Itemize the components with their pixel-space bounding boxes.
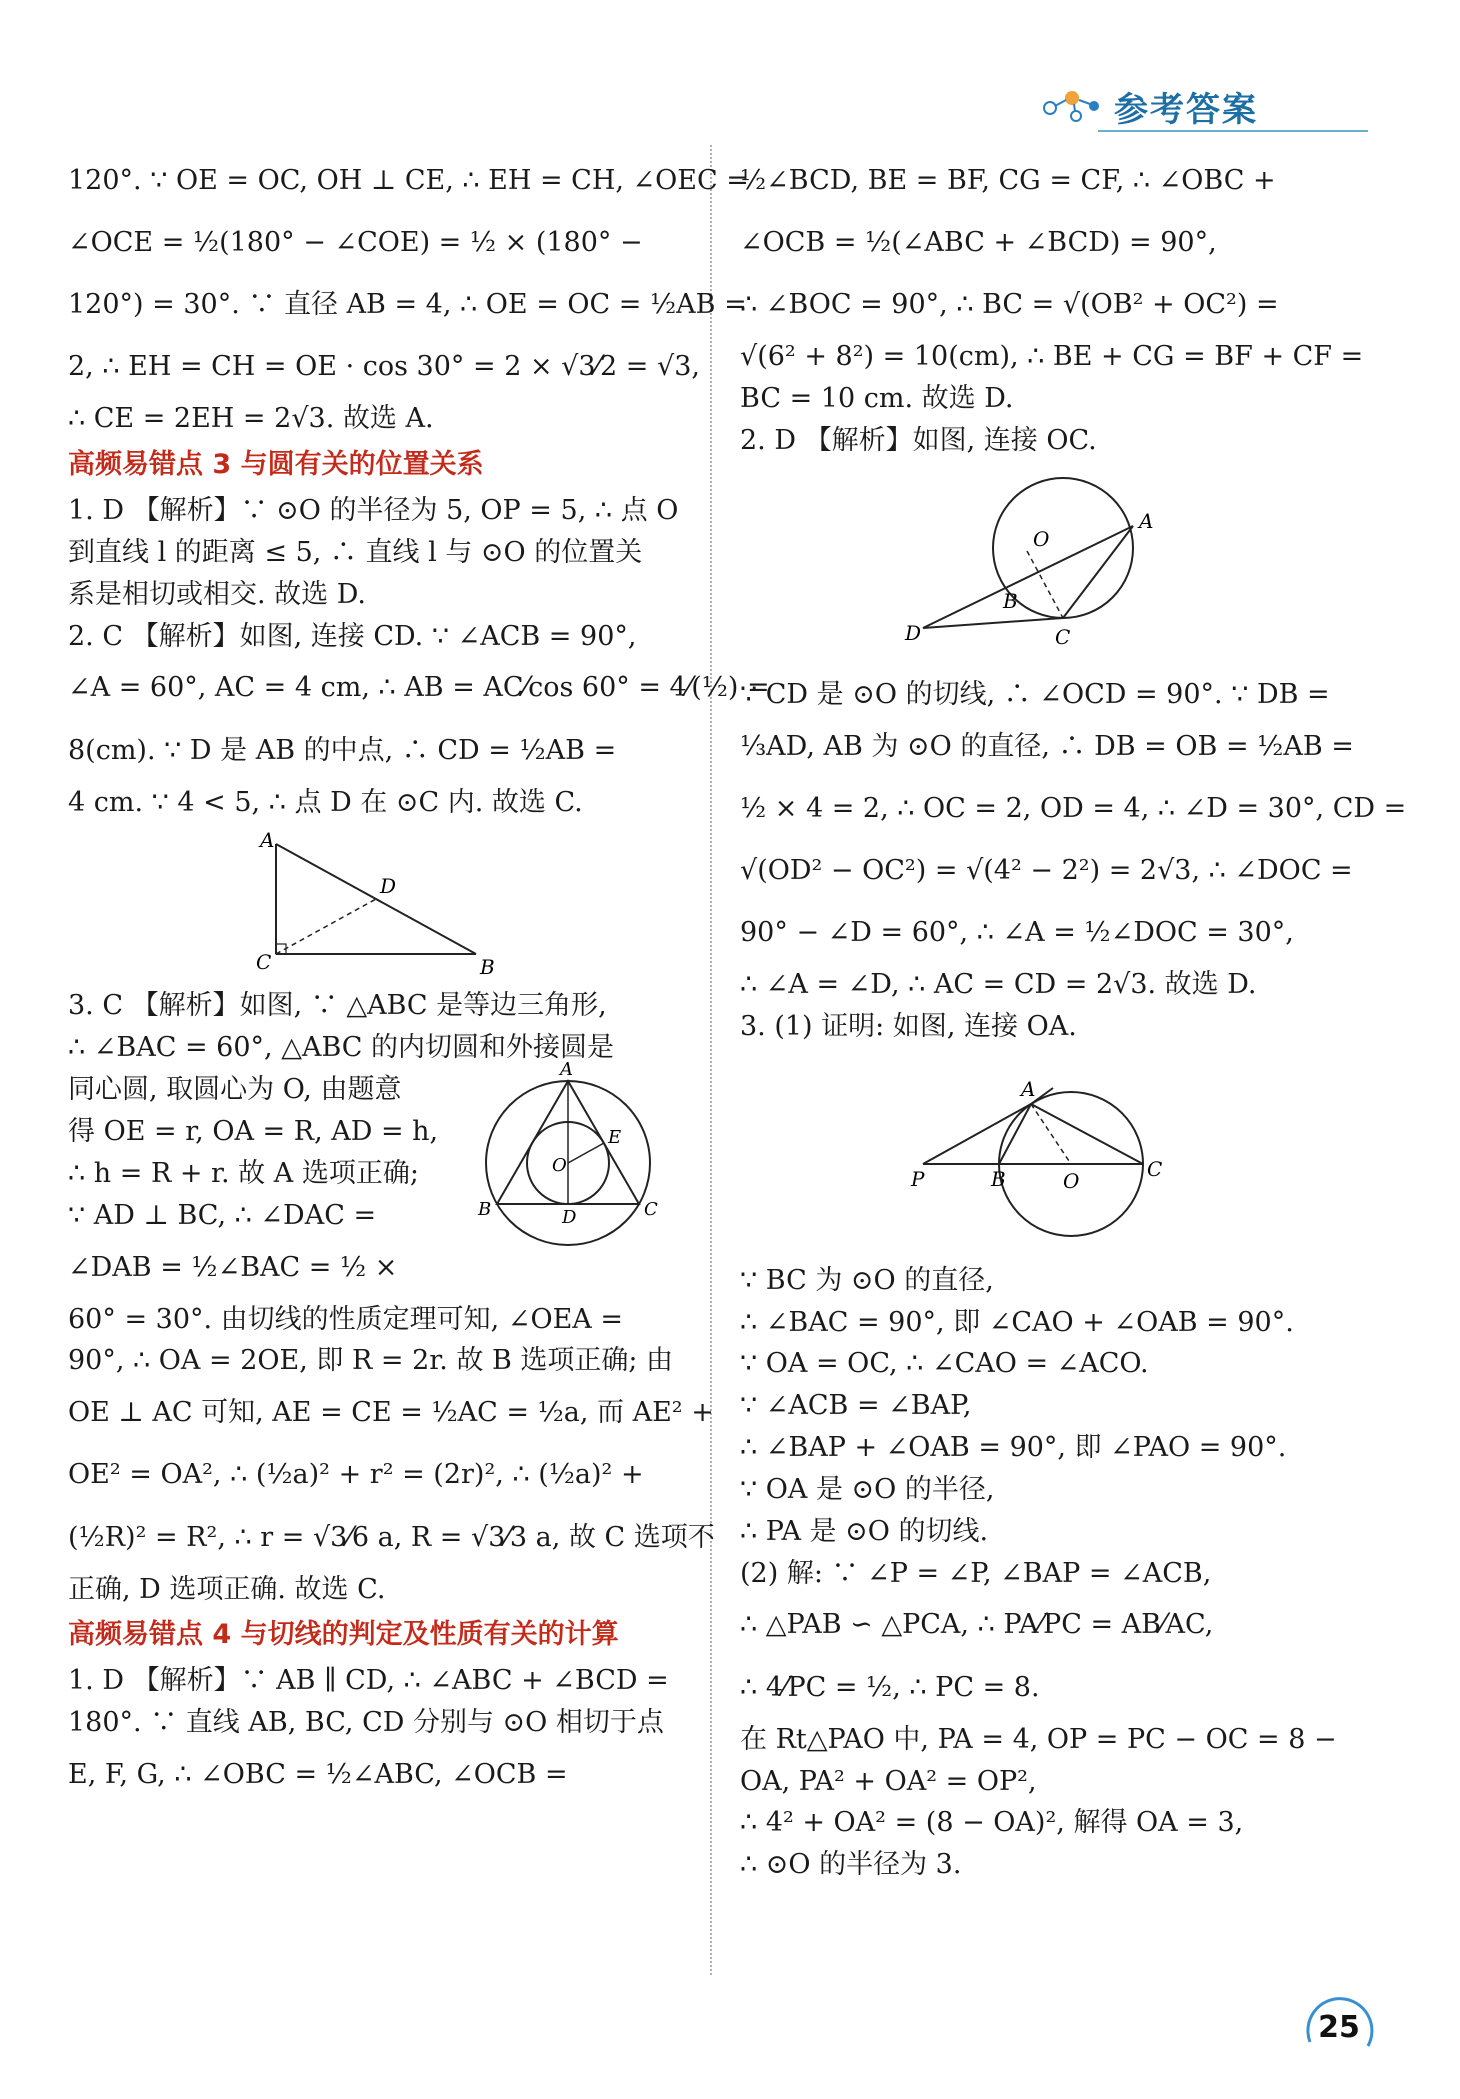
text-line: 得 OE = r, OA = R, AD = h, xyxy=(68,1116,439,1147)
text-line: ∴ ∠BOC = 90°, ∴ BC = √(OB² + OC²) = xyxy=(740,289,1279,321)
column-divider xyxy=(710,145,712,1975)
text-line: ∴ CE = 2EH = 2√3. 故选 A. xyxy=(68,403,434,435)
text-line: ∵ CD 是 ⊙O 的切线, ∴ ∠OCD = 90°. ∵ DB = xyxy=(740,678,1330,710)
text-line: ∴ ∠A = ∠D, ∴ AC = CD = 2√3. 故选 D. xyxy=(740,969,1257,1001)
text-line: √(6² + 8²) = 10(cm), ∴ BE + CG = BF + CF = xyxy=(740,341,1364,373)
text-line: ∵ BC 为 ⊙O 的直径, xyxy=(740,1264,994,1296)
text-line: 4 cm. ∵ 4 < 5, ∴ 点 D 在 ⊙C 内. 故选 C. xyxy=(68,786,583,818)
text-line: 同心圆, 取圆心为 O, 由题意 xyxy=(68,1074,402,1106)
text-line: ∴ ∠BAP + ∠OAB = 90°, 即 ∠PAO = 90°. xyxy=(740,1432,1287,1464)
label-b: B xyxy=(1002,588,1018,613)
label-o: O xyxy=(1062,1168,1079,1193)
text-line: ∴ 4² + OA² = (8 − OA)², 解得 OA = 3, xyxy=(740,1807,1244,1839)
label-e: E xyxy=(608,1127,622,1149)
text-line: ∠A = 60°, AC = 4 cm, ∴ AB = AC⁄cos 60° = 4⁄(½) = xyxy=(68,672,770,704)
section-title-4: 高频易错点 4 与切线的判定及性质有关的计算 xyxy=(68,1619,619,1651)
text-line: 在 Rt△PAO 中, PA = 4, OP = PC − OC = 8 − xyxy=(740,1723,1337,1755)
header-underline xyxy=(1098,130,1368,132)
text-line: ∴ PA 是 ⊙O 的切线. xyxy=(740,1515,989,1547)
text-line: 3. C 【解析】如图, ∵ △ABC 是等边三角形, xyxy=(68,990,607,1022)
label-b: B xyxy=(478,1199,492,1221)
text-line: 2. D 【解析】如图, 连接 OC. xyxy=(740,424,1097,456)
text-line: ½ × 4 = 2, ∴ OC = 2, OD = 4, ∴ ∠D = 30°, CD = xyxy=(740,792,1407,824)
text-line: ∴ h = R + r. 故 A 选项正确; xyxy=(68,1157,419,1189)
text-line: E, F, G, ∴ ∠OBC = ½∠ABC, ∠OCB = xyxy=(68,1758,568,1790)
label-d: D xyxy=(904,620,921,645)
label-a: A xyxy=(1020,1076,1035,1101)
label-p: P xyxy=(910,1166,924,1191)
text-line: ∴ ∠BAC = 90°, 即 ∠CAO + ∠OAB = 90°. xyxy=(740,1306,1294,1338)
text-line: ∵ OA = OC, ∴ ∠CAO = ∠ACO. xyxy=(740,1348,1149,1380)
tangent-circle-figure-2 xyxy=(893,1054,1213,1254)
text-line: 8(cm). ∵ D 是 AB 的中点, ∴ CD = ½AB = xyxy=(68,734,617,766)
text-line: 1. D 【解析】∵ ⊙O 的半径为 5, OP = 5, ∴ 点 O xyxy=(68,495,679,527)
page-number: 25 xyxy=(1318,2010,1360,2045)
molecule-logo-icon xyxy=(1038,86,1108,126)
label-d: D xyxy=(379,874,396,899)
right-column xyxy=(740,150,1407,1886)
text-line: ∵ AD ⊥ BC, ∴ ∠DAC = xyxy=(68,1199,377,1231)
label-c: C xyxy=(1146,1156,1162,1181)
tangent-circle-figure-1 xyxy=(893,468,1213,668)
text-line: 90°, ∴ OA = 2OE, 即 R = 2r. 故 B 选项正确; 由 xyxy=(68,1345,674,1377)
text-line: ∴ ∠BAC = 60°, △ABC 的内切圆和外接圆是 xyxy=(68,1032,615,1064)
label-o: O xyxy=(552,1155,567,1177)
text-line: ∵ ∠ACB = ∠BAP, xyxy=(740,1390,972,1422)
label-c: C xyxy=(644,1199,658,1221)
text-line: 2. C 【解析】如图, 连接 CD. ∵ ∠ACB = 90°, xyxy=(68,620,637,652)
text-line: (½R)² = R², ∴ r = √3⁄6 a, R = √3⁄3 a, 故 C 选项不 xyxy=(68,1521,715,1553)
text-line: 90° − ∠D = 60°, ∴ ∠A = ½∠DOC = 30°, xyxy=(740,916,1294,948)
right-triangle-figure xyxy=(246,829,506,979)
text-line: 120°. ∵ OE = OC, OH ⊥ CE, ∴ EH = CH, ∠OEC = xyxy=(68,165,749,196)
text-line: ∠DAB = ½∠BAC = ½ × xyxy=(68,1251,398,1283)
text-line: 3. (1) 证明: 如图, 连接 OA. xyxy=(740,1010,1077,1042)
text-line: √(OD² − OC²) = √(4² − 2²) = 2√3, ∴ ∠DOC = xyxy=(740,854,1353,886)
text-line: 到直线 l 的距离 ≤ 5, ∴ 直线 l 与 ⊙O 的位置关 xyxy=(68,536,643,568)
label-b: B xyxy=(990,1166,1006,1191)
header-title: 参考答案 xyxy=(1114,90,1258,130)
text-line: OE ⊥ AC 可知, AE = CE = ½AC = ½a, 而 AE² + xyxy=(68,1397,714,1429)
text-line: 系是相切或相交. 故选 D. xyxy=(68,578,367,610)
equilateral-triangle-circles-figure xyxy=(468,1055,668,1255)
text-line: ½∠BCD, BE = BF, CG = CF, ∴ ∠OBC + xyxy=(740,165,1276,196)
label-c: C xyxy=(1054,624,1070,649)
text-line: 60° = 30°. 由切线的性质定理可知, ∠OEA = xyxy=(68,1303,624,1335)
text-line: ∵ OA 是 ⊙O 的半径, xyxy=(740,1473,995,1505)
label-a: A xyxy=(1138,508,1153,533)
text-line: BC = 10 cm. 故选 D. xyxy=(740,383,1014,415)
label-a: A xyxy=(560,1059,573,1081)
label-a: A xyxy=(259,829,274,853)
text-line: ∴ 4⁄PC = ½, ∴ PC = 8. xyxy=(740,1671,1040,1703)
text-line: ∠OCB = ½(∠ABC + ∠BCD) = 90°, xyxy=(740,227,1217,259)
text-line: ∴ △PAB ∽ △PCA, ∴ PA⁄PC = AB⁄AC, xyxy=(740,1609,1214,1641)
text-line: 1. D 【解析】∵ AB ∥ CD, ∴ ∠ABC + ∠BCD = xyxy=(68,1665,669,1697)
text-line: 180°. ∵ 直线 AB, BC, CD 分别与 ⊙O 相切于点 xyxy=(68,1707,664,1739)
text-line: ⅓AD, AB 为 ⊙O 的直径, ∴ DB = OB = ½AB = xyxy=(740,730,1354,762)
text-line: 120°) = 30°. ∵ 直径 AB = 4, ∴ OE = OC = ½AB = xyxy=(68,289,747,321)
page-header xyxy=(1038,78,1368,138)
text-line: (2) 解: ∵ ∠P = ∠P, ∠BAP = ∠ACB, xyxy=(740,1557,1212,1589)
section-title-3: 高频易错点 3 与圆有关的位置关系 xyxy=(68,449,484,481)
left-column xyxy=(68,150,770,1806)
text-line: OE² = OA², ∴ (½a)² + r² = (2r)², ∴ (½a)² + xyxy=(68,1459,644,1491)
text-line: 正确, D 选项正确. 故选 C. xyxy=(68,1573,386,1605)
text-line: 2, ∴ EH = CH = OE · cos 30° = 2 × √3⁄2 = √3, xyxy=(68,351,700,383)
label-c: C xyxy=(255,950,271,975)
label-d: D xyxy=(562,1207,577,1229)
text-line: OA, PA² + OA² = OP², xyxy=(740,1765,1037,1797)
label-b: B xyxy=(479,955,495,980)
label-o: O xyxy=(1032,526,1049,551)
text-line: ∠OCE = ½(180° − ∠COE) = ½ × (180° − xyxy=(68,227,643,259)
text-line: ∴ ⊙O 的半径为 3. xyxy=(740,1849,962,1881)
